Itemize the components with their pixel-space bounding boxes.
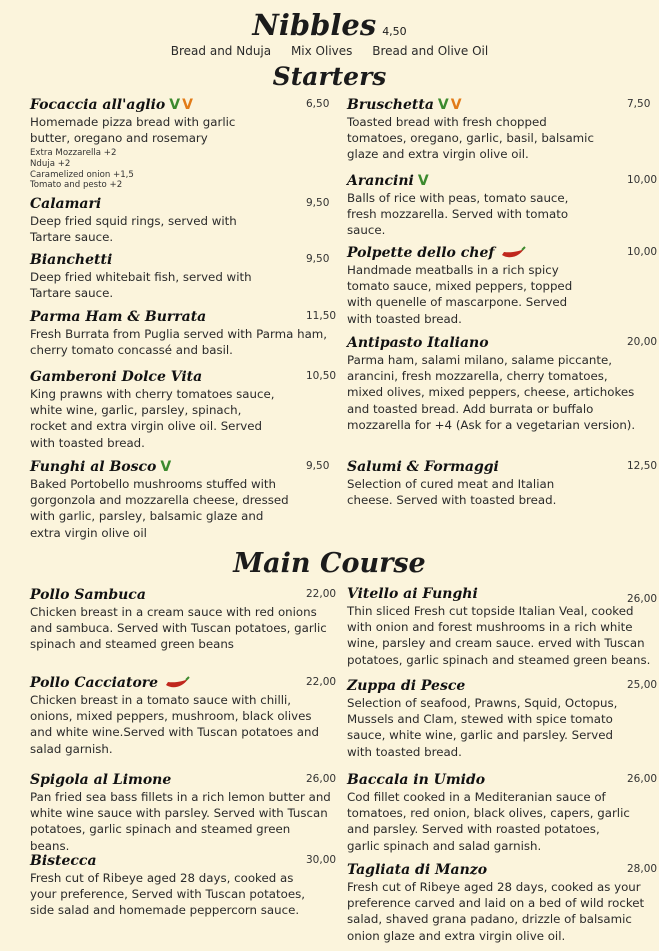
item-description: Baked Portobello mushrooms stuffed with gorgonzola and mozzarella cheese, dressed with garlic, parsley, balsamic glaze and extra virgin olive oil — [30, 477, 289, 540]
item-price: 26,00 — [306, 773, 337, 785]
menu-item — [347, 96, 652, 163]
item-description: Deep fried whitebait fish, served with Tartare sauce. — [30, 270, 252, 301]
vegan-icon: V — [450, 97, 462, 113]
nibbles-heading — [0, 8, 659, 42]
menu-item — [347, 458, 658, 508]
item-price: 10,50 — [306, 370, 337, 382]
nibbles-title: Nibbles — [252, 8, 377, 42]
menu-item — [30, 586, 337, 653]
menu-item — [347, 585, 658, 668]
nibbles-item: Bread and Olive Oil — [372, 44, 489, 58]
menu-item — [30, 771, 337, 854]
nibbles-items — [0, 44, 659, 58]
item-description: King prawns with cherry tomatoes sauce, white wine, garlic, parsley, spinach, rocket and extra virgin olive oil. Served with toasted bread. — [30, 387, 275, 450]
item-description: Homemade pizza bread with garlic butter, oregano and rosemary — [30, 115, 236, 146]
menu-item — [30, 308, 337, 358]
item-price: 11,50 — [306, 310, 337, 322]
item-name: Calamari — [30, 196, 102, 212]
nibbles-item: Mix Olives — [290, 44, 353, 58]
item-price: 20,00 — [627, 336, 658, 348]
item-name: Zuppa di Pesce — [347, 678, 466, 694]
item-name: Focaccia all'aglio V V — [30, 97, 193, 113]
starters-heading: Starters — [272, 62, 387, 91]
item-description: Cod fillet cooked in a Mediteranian sauce of tomatoes, red onion, black olives, capers, garlic and parsley. Served with roasted potatoes, garlic spinach and salad garnish. — [347, 790, 630, 853]
item-name: Arancini V — [347, 173, 429, 189]
item-name: Antipasto Italiano — [347, 335, 489, 351]
item-description: Fresh cut of Ribeye aged 28 days, cooked as your preference, Served with Tuscan potatoes, side salad and homemade peppercorn sauce. — [30, 871, 305, 918]
item-price: 12,50 — [627, 460, 658, 472]
main-course-heading: Main Course — [233, 548, 426, 579]
menu-item — [347, 244, 658, 327]
item-description: Handmade meatballs in a rich spicy tomato sauce, mixed peppers, topped with quenelle of mascarpone. Served with toasted bread. — [347, 263, 573, 326]
chili-pepper-icon — [500, 246, 526, 260]
item-price: 10,00 — [627, 246, 658, 258]
item-name: Funghi al Bosco V — [30, 459, 172, 475]
item-name: Tagliata di Manzo — [347, 862, 488, 878]
nibbles-item: Bread and Nduja — [170, 44, 272, 58]
menu-item — [347, 677, 658, 760]
menu-item — [30, 195, 330, 245]
item-description: Fresh cut of Ribeye aged 28 days, cooked as your preference carved and laid on a bed of wild rocket salad, shaved grana padano, drizzle of balsamic onion glaze and extra virgin olive oil. — [347, 880, 645, 943]
item-name: Bruschetta V V — [347, 97, 462, 113]
menu-item — [30, 96, 330, 191]
item-name: Bianchetti — [30, 252, 113, 268]
item-name: Vitello ai Funghi — [347, 586, 478, 602]
item-price: 26,00 — [627, 773, 658, 785]
item-price: 9,50 — [306, 253, 330, 265]
item-extras: Extra Mozzarella +2 Nduja +2 Caramelized onion +1,5 Tomato and pesto +2 — [30, 148, 134, 191]
item-name: Pollo Cacciatore — [30, 674, 330, 692]
item-price: 25,00 — [627, 679, 658, 691]
menu-item — [347, 172, 658, 239]
menu-item — [347, 861, 658, 944]
item-price: 22,00 — [306, 588, 337, 600]
item-description: Balls of rice with peas, tomato sauce, fresh mozzarella. Served with tomato sauce. — [347, 191, 569, 238]
item-price: 28,00 — [627, 863, 658, 875]
chili-pepper-icon — [164, 676, 190, 690]
item-name: Parma Ham & Burrata — [30, 309, 207, 325]
menu-item — [30, 674, 337, 757]
item-description: Deep fried squid rings, served with Tartare sauce. — [30, 214, 237, 245]
item-name: Bistecca — [30, 853, 97, 869]
item-price: 7,50 — [627, 98, 651, 110]
item-description: Thin sliced Fresh cut topside Italian Veal, cooked with onion and forest mushrooms in a rich white wine, parsley and cream sauce. erved with Tuscan potatoes, garlic spinach and steamed green beans. — [347, 604, 651, 667]
vegetarian-icon: V — [437, 97, 449, 113]
item-name: Spigola al Limone — [30, 772, 172, 788]
item-price: 26,00 — [627, 593, 658, 605]
menu-item — [347, 771, 658, 854]
item-price: 30,00 — [306, 854, 337, 866]
vegan-icon: V — [182, 97, 193, 113]
menu-item — [30, 852, 337, 919]
item-description: Parma ham, salami milano, salame piccante, arancini, fresh mozzarella, cherry tomatoes, mixed olives, mixed peppers, cheese, artichokes and toasted bread. Add burrata or buffalo mozzarella for +4 (Ask for a vegetarian version). — [347, 353, 636, 432]
item-description: Toasted bread with fresh chopped tomatoes, oregano, garlic, basil, balsamic glaze and extra virgin olive oil. — [347, 115, 594, 162]
item-name: Salumi & Formaggi — [347, 459, 499, 475]
item-price: 22,00 — [306, 676, 337, 688]
menu-item — [30, 458, 330, 541]
item-name: Polpette dello chef — [347, 244, 652, 262]
item-name: Baccala in Umido — [347, 772, 486, 788]
item-price: 9,50 — [306, 197, 330, 209]
menu-item — [347, 334, 658, 433]
item-description: Selection of cured meat and Italian cheese. Served with toasted bread. — [347, 477, 557, 508]
item-description: Chicken breast in a cream sauce with red onions and sambuca. Served with Tuscan potatoes, garlic spinach and steamed green beans — [30, 605, 327, 652]
item-description: Selection of seafood, Prawns, Squid, Octopus, Mussels and Clam, stewed with spice tomato sauce, white wine, garlic and parsley. Served with toasted bread. — [347, 696, 618, 759]
item-description: Pan fried sea bass fillets in a rich lemon butter and white wine sauce with parsley. Served with Tuscan potatoes, garlic spinach and steamed green beans. — [30, 790, 331, 853]
item-name: Pollo Sambuca — [30, 587, 146, 603]
item-price: 6,50 — [306, 98, 330, 110]
item-price: 9,50 — [306, 460, 330, 472]
item-description: Fresh Burrata from Puglia served with Parma ham, cherry tomato concassé and basil. — [30, 327, 328, 358]
vegetarian-icon: V — [417, 173, 429, 189]
vegetarian-icon: V — [169, 97, 181, 113]
menu-item — [30, 251, 330, 301]
item-description: Chicken breast in a tomato sauce with chilli, onions, mixed peppers, mushroom, black olives and white wine.Served with Tuscan potatoes and salad garnish. — [30, 693, 319, 756]
item-name: Gamberoni Dolce Vita — [30, 369, 203, 385]
vegetarian-icon: V — [160, 459, 172, 475]
nibbles-price: 4,50 — [382, 25, 407, 38]
item-price: 10,00 — [627, 174, 658, 186]
menu-item — [30, 368, 337, 451]
